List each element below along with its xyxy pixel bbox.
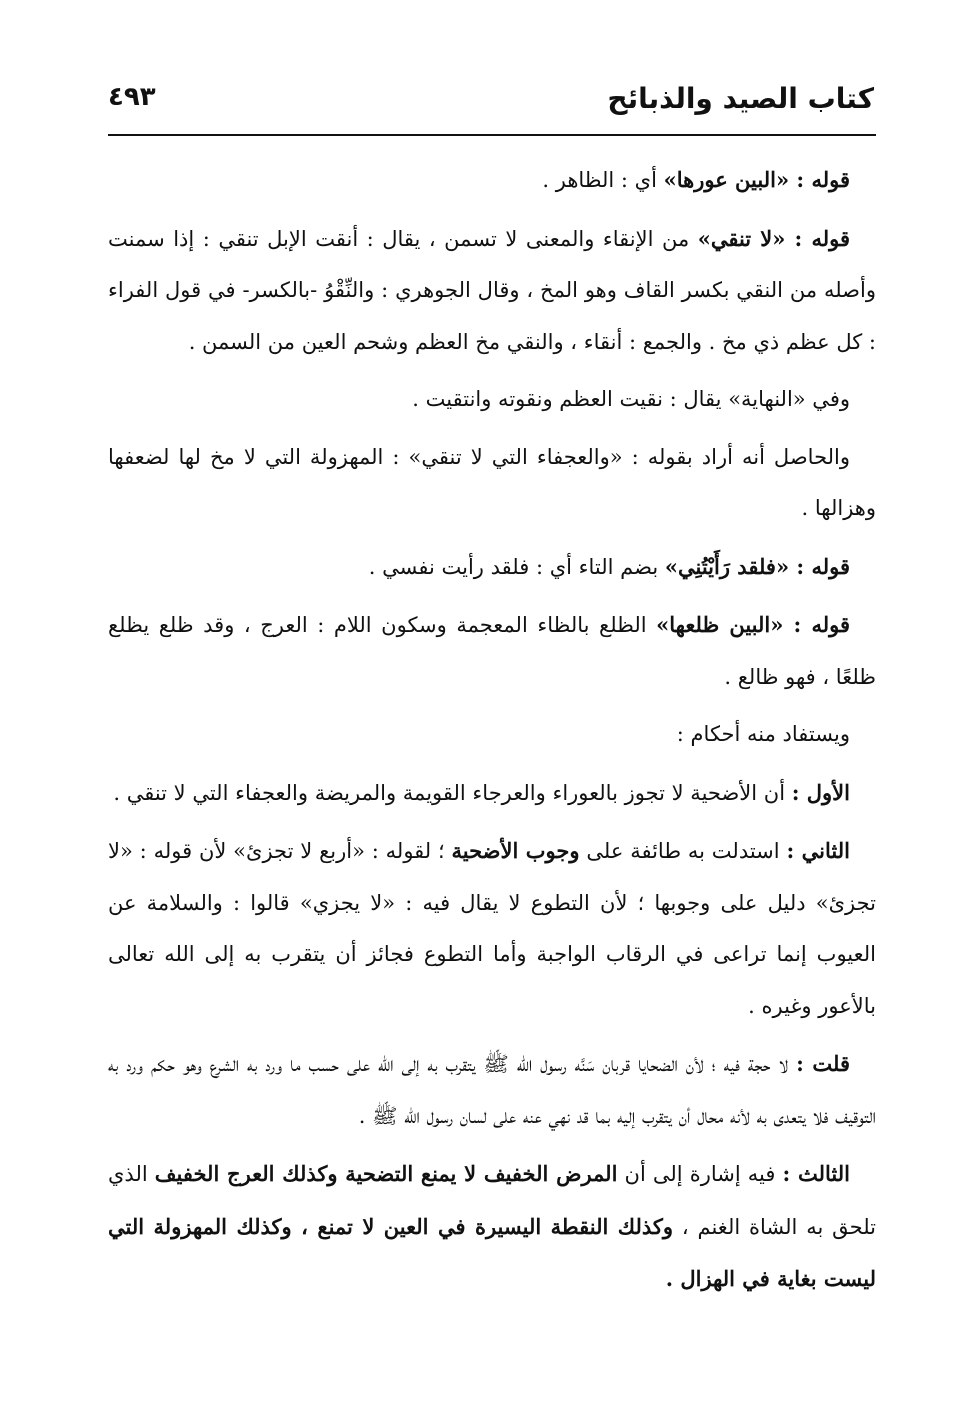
lemma: قوله : «لا تنقي» [697,225,851,251]
emphasis: وكذلك النقطة اليسيرة في العين لا تمنع ، وكذلك المهزولة التي ليست بغاية في الهزال . [108,1213,876,1291]
emphasis: وجوب الأضحية [451,838,580,863]
paragraph-9 [108,825,876,1032]
ruling-label: الأول : [791,779,850,805]
paragraph-text: والحاصل أنه أراد بقوله : «والعجفاء التي لا تنقي» : المهزولة التي لا مخ لها لضعفها وهزالها . [108,444,876,520]
ruling-label: الثاني : [786,838,850,863]
emphasis: المرض الخفيف لا يمنع التضحية وكذلك العرج الخفيف [154,1161,618,1186]
lemma: قوله : «البين ظلعها» [656,612,851,637]
lemma: قوله : «البين عورها» [663,167,850,192]
header-rule [108,134,876,136]
paragraph-10 [108,1038,876,1142]
paragraph-text: لا حجة فيه ؛ لأن الضحايا قربان سَنَّه رسول الله ﷺ يتقرب به إلى الله على حسب ما ورد به الشرع وهو حكم ورد به التوقيف فلا يتعدى به لأنه محال أن يتقرب إليه بما قد نهي عنه على لسان رسول الله ﷺ . [108,1052,876,1128]
running-title: كتاب الصيد والذبائح [607,82,874,115]
paragraph-text: الظلع بالظاء المعجمة وسكون اللام : العرج ، وقد ظلع يظلع ظلعًا ، فهو ظالع . [108,613,876,689]
paragraph-4 [108,432,876,535]
paragraph-text: الذي تلحق به الشاة الغنم ، [108,1162,876,1239]
page-number: ٤٩٣ [108,82,156,112]
lemma: قوله : «فلقد رَأَيْتُنِي» [664,553,850,579]
paragraph-text: فيه إشارة إلى أن [617,1162,783,1186]
paragraph-11 [108,1148,876,1306]
ruling-label: الثالث : [782,1161,850,1186]
paragraph-text: ويستفاد منه أحكام : [676,722,850,746]
paragraph-6 [108,599,876,703]
paragraph-text: أي : الظاهر . [542,168,664,192]
page-header [108,82,874,126]
paragraph-5 [108,541,876,594]
paragraph-3 [108,374,876,426]
page-body [108,154,876,1312]
paragraph-text: أن الأضحية لا تجوز بالعوراء والعرجاء القويمة والمريضة والعجفاء التي لا تنقي . [113,780,792,805]
paragraph-text: ؛ لقوله : «أربع لا تجزئ» لأن قوله : «لا تجزئ» دليل على وجوبها ؛ لأن التطوع لا يقال فيه : «لا يجزي» قالوا : والسلامة عن العيوب إنما تراعى في الرقاب الواجبة وأما التطوع فجائز أن يتقرب به إلى الله تعالى بالأعور وغيره . [108,839,876,1018]
paragraph-2 [108,213,876,369]
paragraph-8 [108,767,876,820]
paragraph-1 [108,154,876,207]
paragraph-text: من الإنقاء والمعنى لا تسمن ، يقال : أنقت الإبل تنقي : إذا سمنت وأصله من النقي بكسر القاف وهو المخ ، وقال الجوهري : والنِّقْوُ -بالكسر- في قول الفراء : كل عظم ذي مخ . والجمع : أنقاء ، والنقي مخ العظم وشحم العين من السمن . [108,226,876,354]
paragraph-7 [108,709,876,761]
paragraph-text: وفي «النهاية» يقال : نقيت العظم ونقوته وانتقيت . [412,387,850,411]
paragraph-text: استدلت به طائفة على [579,839,787,863]
paragraph-text: بضم التاء أي : فلقد رأيت نفسي . [368,554,665,579]
ruling-label: قلت : [796,1051,850,1076]
